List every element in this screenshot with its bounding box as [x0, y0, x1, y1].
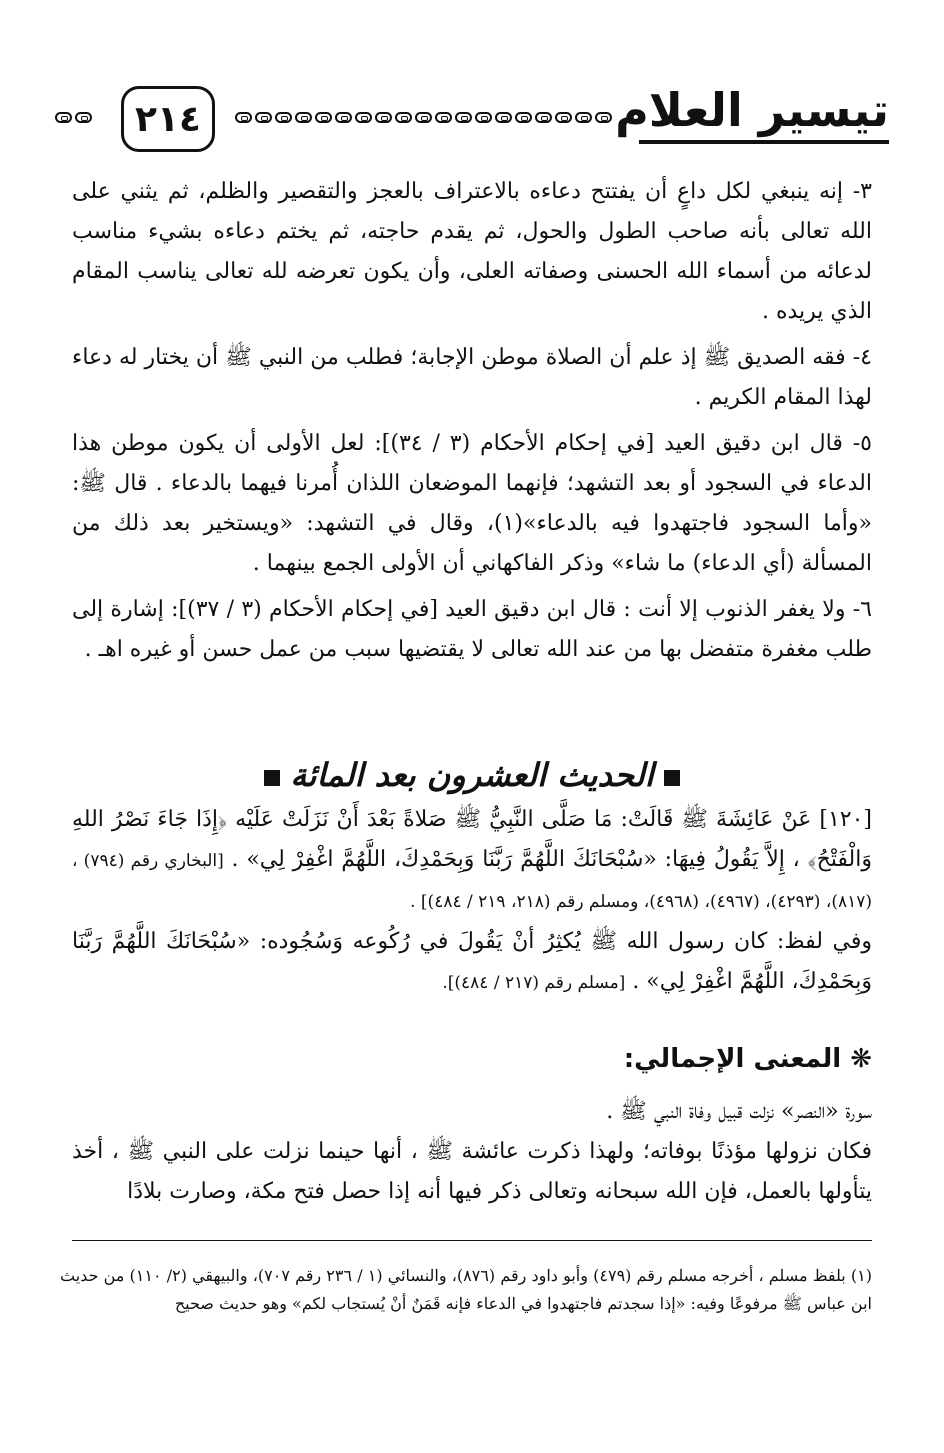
- book-title: تيسير العلام: [615, 83, 889, 137]
- title-underline: [639, 140, 889, 144]
- footnote: (١) بلفظ مسلم ، أخرجه مسلم رقم (٤٧٩) وأبو داود رقم (٨٧٦)، والنسائي (١ / ٢٣٦ رقم ٧٠٧)، والبيهقي (٢/ ١١٠) من حديث ابن عباس ﷺ مرفوعًا وفيه: «إذا سجدتم فاجتهدوا في الدعاء فإنه قَمَنٌ أنْ يُستجاب لكم» وهو حديث صحيح: [60, 1266, 873, 1313]
- hadith-variant-reference: [مسلم رقم (٢١٧ / ٤٨٤)].: [442, 973, 626, 993]
- note-item-5: ٥- قال ابن دقيق العيد [في إحكام الأحكام (٣ / ٣٤)]: لعل الأولى أن يكون موطن هذا الدعاء في السجود أو بعد التشهد؛ فإنهما الموضعان اللذان أُمرنا فيهما بالدعاء . قال ﷺ: «وأما السجود فاجتهدوا فيه بالدعاء»(١)، وقال في التشهد: «ويستخير بعد ذلك من المسألة (أي الدعاء) ما شاء» وذكر الفاكهاني أن الأولى الجمع بينهما .: [72, 431, 873, 576]
- meaning-heading: ❋ المعنى الإجمالي:: [623, 1044, 872, 1074]
- square-bullet-icon: [664, 770, 680, 786]
- section-heading-text: الحديث العشرون بعد المائة: [290, 756, 654, 794]
- page-header: [55, 78, 889, 150]
- meaning-text: [72, 1092, 872, 1212]
- square-bullet-icon: [264, 770, 280, 786]
- note-item-3: ٣- إنه ينبغي لكل داعٍ أن يفتتح دعاءه بالاعتراف بالعجز والتقصير والظلم، ثم يثني على الله تعالى بأنه صاحب الطول والحول، ثم يقدم حاجته، ثم يختم دعاءه بشيء مناسب لدعائه من أسماء الله الحسنى وصفاته العلى، وأن يكون تعرضه لله تعالى يناسب المقام الذي يريده .: [72, 179, 872, 324]
- hadith-variant: وفي لفظ: كان رسول الله ﷺ يُكثِرُ أنْ يَقُولَ في رُكُوعه وَسُجُوده: «سُبْحَانَكَ اللَّهُمَّ رَبَّنَا وَبِحَمْدِكَ، اللَّهُمَّ اغْفِرْ لِي» .: [72, 929, 872, 994]
- header-ornament-small: [55, 112, 115, 128]
- meaning-paragraph: سورة «النصر» نزلت قبيل وفاة النبي ﷺ .: [606, 1099, 872, 1124]
- meaning-paragraph: فكان نزولها مؤذنًا بوفاته؛ ولهذا ذكرت عائشة ﷺ ، أنها حينما نزلت على النبي ﷺ ، أخذ يتأولها بالعمل، فإن الله سبحانه وتعالى ذكر فيها أنه إذا حصل فتح مكة، وصارت بلادًا: [72, 1139, 872, 1204]
- note-item-4: ٤- فقه الصديق ﷺ إذ علم أن الصلاة موطن الإجابة؛ فطلب من النبي ﷺ أن يختار له دعاء لهذا المقام الكريم .: [72, 345, 872, 410]
- notes-list: [72, 172, 872, 676]
- footnote-divider: [72, 1240, 872, 1241]
- hadith-block: [72, 800, 872, 1003]
- note-item-6: ٦- ولا يغفر الذنوب إلا أنت : قال ابن دقيق العيد [في إحكام الأحكام (٣ / ٣٧)]: إشارة إلى طلب مغفرة متفضل بها من عند الله تعالى لا يقتضيها سبب من عمل حسن أو غيره اهـ .: [72, 597, 872, 662]
- page-number: ٢١٤: [121, 86, 215, 152]
- hadith-reference: [البخاري رقم (٧٩٤) ، (٨١٧)، (٤٢٩٣)، (٤٩٦٧)، (٤٩٦٨)، ومسلم رقم (٢١٨، ٢١٩ / ٤٨٤)] .: [72, 851, 872, 912]
- section-heading: [0, 752, 944, 798]
- hadith-text: [١٢٠] عَنْ عَائِشَةَ ﷺ قَالَتْ: مَا صَلَّى النَّبِيُّ ﷺ صَلاةً بَعْدَ أَنْ نَزَلَتْ عَلَيْه ﴿إِذَا جَاءَ نَصْرُ اللهِ وَالْفَتْحُ﴾ ، إِلاَّ يَقُولُ فِيهَا: «سُبْحَانَكَ اللَّهُمَّ رَبَّنَا وَبِحَمْدِكَ، اللَّهُمَّ اغْفِرْ لِي» .: [72, 807, 872, 872]
- header-ornament-band: [235, 112, 625, 128]
